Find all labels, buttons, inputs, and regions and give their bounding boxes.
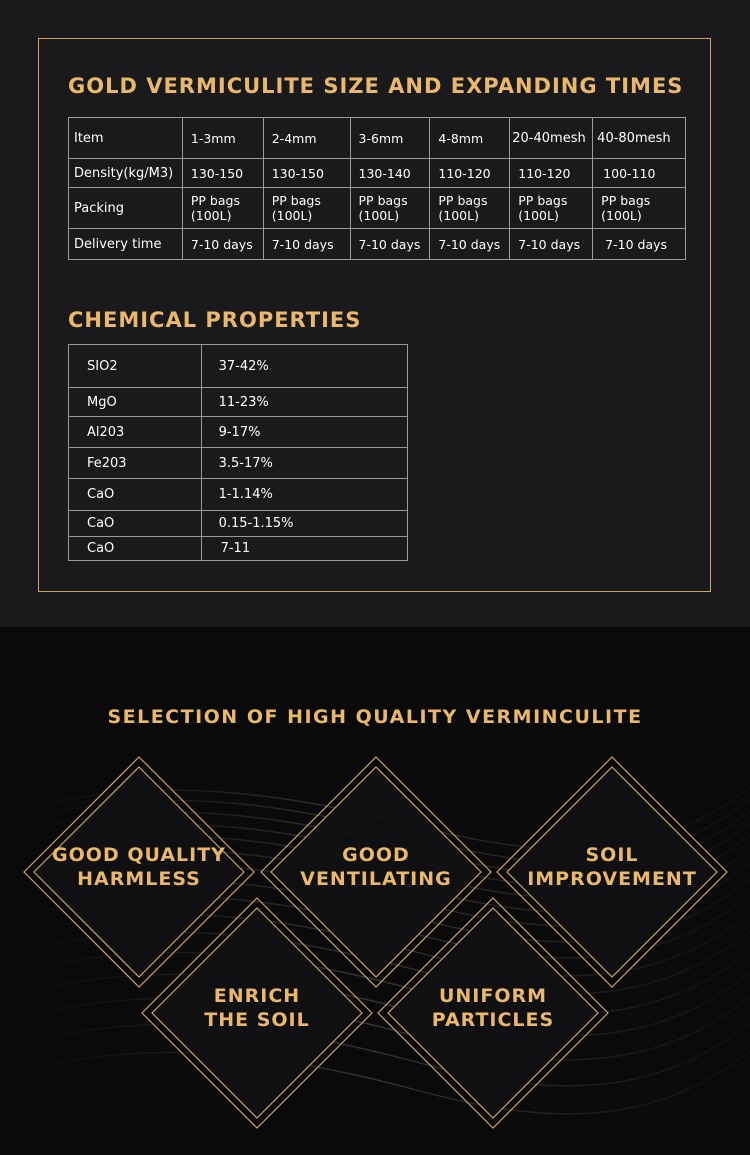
feature-label-line1: GOOD <box>342 844 410 866</box>
table-cell: 130-140 <box>350 159 430 188</box>
selection-title: SELECTION OF HIGH QUALITY VERMINCULITE <box>107 706 643 728</box>
percent-cell: 9-17% <box>201 417 407 448</box>
compound-cell: MgO <box>69 388 202 417</box>
row-label: Packing <box>69 188 183 229</box>
table-cell: PP bags (100L) <box>430 188 510 229</box>
table-cell: 7-10 days <box>510 229 593 260</box>
table-row <box>69 388 408 417</box>
feature-label-line2: PARTICLES <box>431 1009 555 1031</box>
header-cell: 40-80mesh <box>593 118 686 159</box>
feature-diamond <box>137 893 377 1133</box>
percent-cell: 3.5-17% <box>201 448 407 479</box>
table-cell: 130-150 <box>263 159 350 188</box>
header-cell: Item <box>69 118 183 159</box>
table-cell: PP bags (100L) <box>182 188 263 229</box>
table-cell: 7-10 days <box>593 229 686 260</box>
feature-label-line1: UNIFORM <box>438 985 548 1007</box>
chemical-table <box>68 344 408 561</box>
compound-cell: CaO <box>69 479 202 511</box>
table-row <box>69 229 686 260</box>
header-cell: 2-4mm <box>263 118 350 159</box>
table-cell: 7-10 days <box>350 229 430 260</box>
header-cell: 20-40mesh <box>510 118 593 159</box>
size-table-title: GOLD VERMICULITE SIZE AND EXPANDING TIMES <box>68 74 684 98</box>
compound-cell: CaO <box>69 511 202 537</box>
table-cell: 110-120 <box>430 159 510 188</box>
table-cell: PP bags (100L) <box>510 188 593 229</box>
table-cell: 130-150 <box>182 159 263 188</box>
table-row <box>69 345 408 388</box>
percent-cell: 11-23% <box>201 388 407 417</box>
feature-label-line2: HARMLESS <box>77 868 201 890</box>
table-cell: PP bags (100L) <box>350 188 430 229</box>
row-label: Density(kg/M3) <box>69 159 183 188</box>
feature-label-line1: ENRICH <box>213 985 301 1007</box>
header-cell: 4-8mm <box>430 118 510 159</box>
table-cell: 110-120 <box>510 159 593 188</box>
feature-diamond <box>373 893 613 1133</box>
table-cell: PP bags (100L) <box>593 188 686 229</box>
row-label: Delivery time <box>69 229 183 260</box>
table-cell: PP bags (100L) <box>263 188 350 229</box>
table-row <box>69 448 408 479</box>
table-row <box>69 537 408 561</box>
compound-cell: Al203 <box>69 417 202 448</box>
table-cell: 7-10 days <box>430 229 510 260</box>
feature-label-line2: IMPROVEMENT <box>527 868 697 890</box>
table-row <box>69 479 408 511</box>
table-cell: 100-110 <box>593 159 686 188</box>
percent-cell: 37-42% <box>201 345 407 388</box>
percent-cell: 0.15-1.15% <box>201 511 407 537</box>
table-row <box>69 188 686 229</box>
size-table <box>68 117 686 260</box>
percent-cell: 7-11 <box>201 537 407 561</box>
chemical-title: CHEMICAL PROPERTIES <box>68 308 362 332</box>
table-cell: 7-10 days <box>263 229 350 260</box>
table-row <box>69 417 408 448</box>
feature-label-line2: THE SOIL <box>204 1009 310 1031</box>
table-row <box>69 118 686 159</box>
compound-cell: Fe203 <box>69 448 202 479</box>
table-row <box>69 511 408 537</box>
header-cell: 3-6mm <box>350 118 430 159</box>
percent-cell: 1-1.14% <box>201 479 407 511</box>
feature-label-line1: SOIL <box>585 844 639 866</box>
feature-label-line1: GOOD QUALITY <box>52 844 226 866</box>
compound-cell: SIO2 <box>69 345 202 388</box>
table-cell: 7-10 days <box>182 229 263 260</box>
header-cell: 1-3mm <box>182 118 263 159</box>
compound-cell: CaO <box>69 537 202 561</box>
selection-section <box>0 627 750 1155</box>
feature-label-line2: VENTILATING <box>300 868 452 890</box>
table-row <box>69 159 686 188</box>
